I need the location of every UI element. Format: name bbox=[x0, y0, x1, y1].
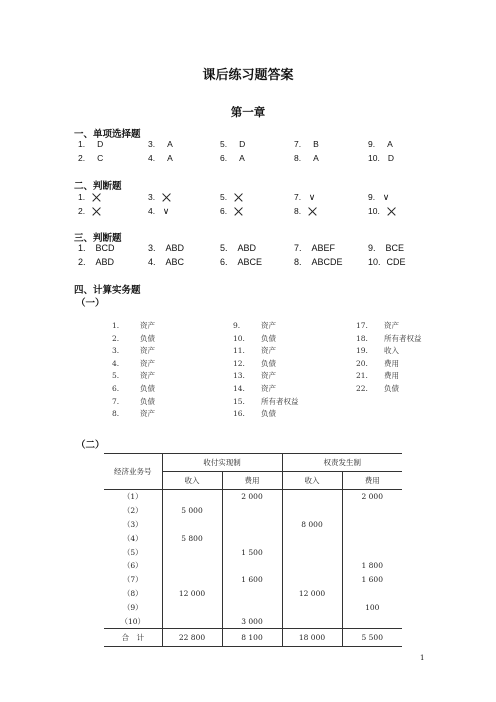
section-heading-single-choice: 一、单项选择题 bbox=[74, 129, 141, 140]
answer-item: 5. ABD bbox=[220, 243, 257, 253]
answer-item: 7. ∨ bbox=[294, 192, 316, 203]
row-number: （5） bbox=[122, 547, 143, 557]
check-mark-icon: ∨ bbox=[382, 192, 390, 203]
table-cell bbox=[222, 600, 282, 614]
cross-mark-icon bbox=[91, 193, 101, 203]
table-cell bbox=[162, 518, 222, 532]
table-cell: 5 800 bbox=[162, 531, 222, 545]
table-cell bbox=[342, 587, 402, 601]
answer-item: 6. ABCE bbox=[220, 257, 263, 267]
table-cell bbox=[282, 490, 342, 504]
table-cell bbox=[222, 518, 282, 532]
answer-item: 10. D bbox=[368, 153, 394, 163]
table-cell bbox=[282, 545, 342, 559]
table-row bbox=[104, 490, 402, 504]
cross-mark-icon bbox=[233, 193, 243, 203]
answer-item: 10. bbox=[368, 206, 396, 217]
classification-item: 5. 资产 bbox=[112, 371, 155, 381]
classification-item: 19. 收入 bbox=[356, 346, 399, 356]
classification-item: 7. 负债 bbox=[112, 396, 155, 406]
classification-item: 8. 资产 bbox=[112, 409, 155, 419]
table-cell: 100 bbox=[342, 600, 402, 614]
table-cell: 1 500 bbox=[222, 545, 282, 559]
table-row bbox=[104, 559, 402, 573]
answer-item: 6. bbox=[220, 206, 243, 217]
table-cell bbox=[342, 504, 402, 518]
table-row bbox=[104, 545, 402, 559]
section-heading-calculation: 四、计算实务题 bbox=[74, 285, 141, 296]
table-cell: 2 000 bbox=[342, 490, 402, 504]
row-number: （10） bbox=[120, 616, 146, 626]
total-cell: 18 000 bbox=[282, 628, 342, 646]
table-cell bbox=[162, 545, 222, 559]
table-cell bbox=[342, 614, 402, 628]
row-number: （1） bbox=[122, 492, 143, 502]
classification-item: 22. 负债 bbox=[356, 383, 399, 393]
classification-item: 13. 资产 bbox=[233, 371, 276, 381]
table-cell bbox=[222, 504, 282, 518]
classification-column-1 bbox=[112, 320, 155, 421]
table-cell bbox=[222, 531, 282, 545]
total-cell: 8 100 bbox=[222, 628, 282, 646]
classification-item: 4. 资产 bbox=[112, 358, 155, 368]
answer-item: 5. D bbox=[220, 139, 246, 149]
header-expense: 费用 bbox=[222, 472, 282, 490]
table-cell: 1 800 bbox=[342, 559, 402, 573]
answer-item: 3. ABD bbox=[148, 243, 185, 253]
table-cell bbox=[222, 559, 282, 573]
answer-item: 9. ∨ bbox=[368, 192, 390, 203]
table-cell: 3 000 bbox=[222, 614, 282, 628]
check-mark-icon: ∨ bbox=[162, 206, 170, 217]
table-cell bbox=[282, 600, 342, 614]
classification-item: 9. 资产 bbox=[233, 321, 276, 330]
answer-item: 2. bbox=[78, 206, 101, 217]
classification-item: 17. 资产 bbox=[356, 321, 399, 330]
answer-item: 2. ABD bbox=[78, 257, 115, 267]
cross-mark-icon bbox=[161, 193, 171, 203]
table-cell bbox=[162, 573, 222, 587]
answer-item: 4. ∨ bbox=[148, 206, 170, 217]
check-mark-icon: ∨ bbox=[308, 192, 316, 203]
table-cell bbox=[342, 518, 402, 532]
total-label: 合 计 bbox=[104, 628, 162, 646]
section-heading-multiple-choice: 三、判断题 bbox=[74, 233, 122, 244]
answer-item: 2. C bbox=[78, 153, 104, 163]
answer-item: 9. BCE bbox=[368, 243, 405, 253]
cross-mark-icon bbox=[386, 207, 396, 217]
classification-item: 21. 费用 bbox=[356, 371, 399, 381]
answer-item: 8. A bbox=[294, 153, 319, 163]
table-cell: 1 600 bbox=[342, 573, 402, 587]
classification-item: 1. 资产 bbox=[112, 321, 155, 330]
table-cell bbox=[162, 559, 222, 573]
page-number: 1 bbox=[420, 654, 425, 662]
table-row bbox=[104, 614, 402, 628]
classification-item: 11. 资产 bbox=[233, 346, 276, 356]
classification-item: 12. 负债 bbox=[233, 358, 276, 368]
answer-item: 8. ABCDE bbox=[294, 257, 343, 267]
page-title: 课后练习题答案 bbox=[202, 68, 294, 83]
answer-item: 1. bbox=[78, 192, 101, 203]
table-cell: 8 000 bbox=[282, 518, 342, 532]
table-cell bbox=[222, 587, 282, 601]
header-income: 收入 bbox=[282, 472, 342, 490]
table-cell bbox=[282, 531, 342, 545]
subsection-label-1: （一） bbox=[76, 298, 105, 309]
total-cell: 22 800 bbox=[162, 628, 222, 646]
table-row bbox=[104, 531, 402, 545]
row-number: （6） bbox=[122, 561, 143, 571]
classification-item: 3. 资产 bbox=[112, 346, 155, 356]
answer-item: 9. A bbox=[368, 139, 393, 149]
table-cell bbox=[162, 614, 222, 628]
row-number: （9） bbox=[122, 602, 143, 612]
table-row bbox=[104, 504, 402, 518]
classification-item: 14. 资产 bbox=[233, 383, 276, 393]
answer-item: 5. bbox=[220, 192, 243, 203]
answer-item: 3. bbox=[148, 192, 171, 203]
table-cell: 1 600 bbox=[222, 573, 282, 587]
table-cell: 12 000 bbox=[282, 587, 342, 601]
answer-item: 8. bbox=[294, 206, 317, 217]
table-row bbox=[104, 573, 402, 587]
answer-item: 7. ABEF bbox=[294, 243, 336, 253]
table-cell bbox=[282, 614, 342, 628]
answer-item: 10. CDE bbox=[368, 257, 406, 267]
table-cell bbox=[162, 490, 222, 504]
classification-item: 18. 所有者权益 bbox=[356, 333, 422, 343]
answer-item: 1. D bbox=[78, 139, 104, 149]
table-cell: 5 000 bbox=[162, 504, 222, 518]
classification-item: 2. 负债 bbox=[112, 333, 155, 343]
total-cell: 5 500 bbox=[342, 628, 402, 646]
table-row bbox=[104, 600, 402, 614]
accounting-basis-table bbox=[104, 453, 402, 647]
table-cell bbox=[282, 504, 342, 518]
answer-item: 1. BCD bbox=[78, 243, 115, 253]
answer-item: 7. B bbox=[294, 139, 319, 149]
cross-mark-icon bbox=[91, 207, 101, 217]
answer-item: 4. ABC bbox=[148, 257, 185, 267]
table-cell bbox=[342, 531, 402, 545]
header-expense: 费用 bbox=[342, 472, 402, 490]
header-accrual-basis: 权责发生制 bbox=[282, 454, 402, 472]
table-cell: 2 000 bbox=[222, 490, 282, 504]
table-cell: 12 000 bbox=[162, 587, 222, 601]
classification-item: 16. 负债 bbox=[233, 409, 276, 419]
classification-item: 20. 费用 bbox=[356, 358, 399, 368]
table-cell bbox=[282, 573, 342, 587]
cross-mark-icon bbox=[233, 207, 243, 217]
table-cell bbox=[342, 545, 402, 559]
header-item: 经济业务号 bbox=[104, 454, 162, 490]
table-cell bbox=[282, 559, 342, 573]
subsection-label-2: （二） bbox=[76, 440, 105, 451]
table-row bbox=[104, 587, 402, 601]
header-cash-basis: 收付实现制 bbox=[162, 454, 282, 472]
classification-item: 15. 所有者权益 bbox=[233, 396, 299, 406]
row-number: （4） bbox=[122, 533, 143, 543]
cross-mark-icon bbox=[307, 207, 317, 217]
answer-item: 6. A bbox=[220, 153, 245, 163]
section-heading-true-false: 二、判断题 bbox=[74, 181, 122, 192]
classification-column-2 bbox=[233, 320, 299, 421]
row-number: （8） bbox=[122, 588, 143, 598]
header-income: 收入 bbox=[162, 472, 222, 490]
row-number: （7） bbox=[122, 575, 143, 585]
chapter-heading: 第一章 bbox=[230, 105, 266, 119]
answer-item: 4. A bbox=[148, 153, 173, 163]
classification-item: 10. 负债 bbox=[233, 333, 276, 343]
table-row bbox=[104, 518, 402, 532]
row-number: （3） bbox=[122, 519, 143, 529]
classification-item: 6. 负债 bbox=[112, 383, 155, 393]
classification-column-3 bbox=[356, 320, 422, 396]
row-number: （2） bbox=[122, 506, 143, 516]
table-cell bbox=[162, 600, 222, 614]
answer-item: 3. A bbox=[148, 139, 173, 149]
